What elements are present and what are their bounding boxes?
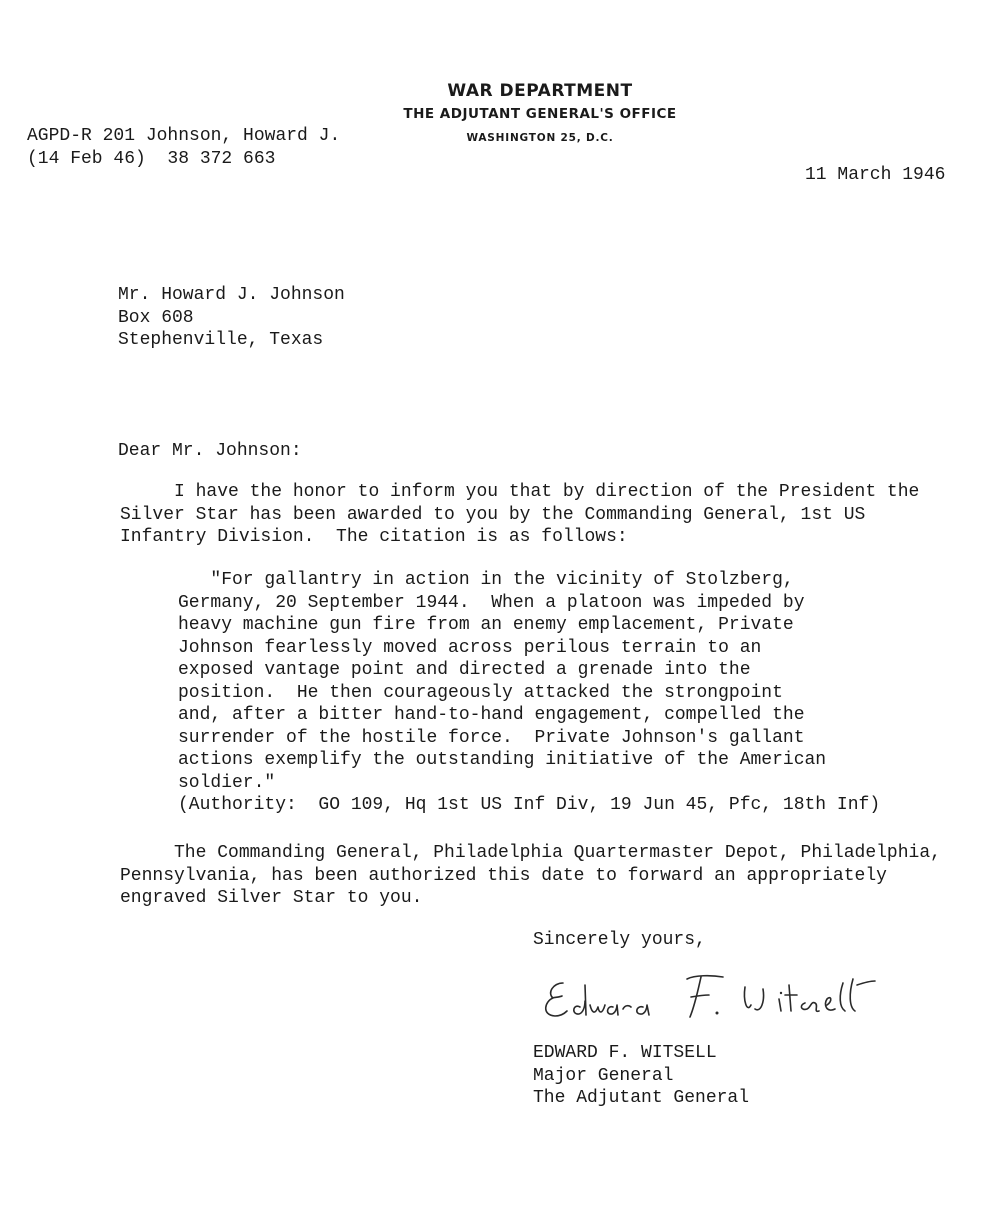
salutation: Dear Mr. Johnson: <box>118 441 302 461</box>
paragraph-2-line: engraved Silver Star to you. <box>120 888 423 908</box>
department-name: WAR DEPARTMENT <box>447 81 633 101</box>
signatory-name: EDWARD F. WITSELL <box>533 1043 717 1063</box>
citation-line: Johnson fearlessly moved across perilous terrain to an <box>178 637 762 658</box>
office-name: THE ADJUTANT GENERAL'S OFFICE <box>403 106 677 122</box>
paragraph-2-line: The Commanding General, Philadelphia Quartermaster Depot, Philadelphia, <box>120 843 941 863</box>
citation-line: "For gallantry in action in the vicinity of Stolzberg, <box>178 570 794 590</box>
citation-block <box>178 569 880 817</box>
citation-line: soldier." <box>178 772 276 793</box>
paragraph-1-line: I have the honor to inform you that by direction of the President the <box>120 482 920 502</box>
paragraph-1 <box>120 481 919 549</box>
recipient-city: Stephenville, Texas <box>118 330 324 350</box>
citation-line: heavy machine gun fire from an enemy emplacement, Private <box>178 615 794 635</box>
citation-line: exposed vantage point and directed a grenade into the <box>178 660 751 680</box>
reference-line-1: AGPD-R 201 Johnson, Howard J. <box>27 126 341 146</box>
recipient-name: Mr. Howard J. Johnson <box>118 285 345 305</box>
recipient-address <box>118 284 345 352</box>
citation-line: position. He then courageously attacked the strongpoint <box>178 682 783 703</box>
citation-line: actions exemplify the outstanding initiative of the American <box>178 750 827 770</box>
reference-block <box>27 125 340 170</box>
citation-authority: (Authority: GO 109, Hq 1st US Inf Div, 19 Jun 45, Pfc, 18th Inf) <box>178 795 881 815</box>
signatory-rank: Major General <box>533 1065 674 1086</box>
paragraph-2-line: Pennsylvania, has been authorized this date to forward an appropriately <box>120 865 887 886</box>
citation-line: and, after a bitter hand-to-hand engagement, compelled the <box>178 705 805 725</box>
paragraph-1-line: Infantry Division. The citation is as follows: <box>120 527 628 547</box>
signature-image <box>535 965 895 1025</box>
paragraph-1-line: Silver Star has been awarded to you by the Commanding General, 1st US <box>120 504 866 525</box>
letter-date: 11 March 1946 <box>805 165 946 185</box>
recipient-box: Box 608 <box>118 307 194 328</box>
closing: Sincerely yours, <box>533 930 706 950</box>
citation-line: surrender of the hostile force. Private Johnson's gallant <box>178 727 805 748</box>
paragraph-2 <box>120 842 941 910</box>
reference-line-2: (14 Feb 46) 38 372 663 <box>27 148 276 169</box>
office-location: WASHINGTON 25, D.C. <box>466 132 614 144</box>
signatory-block <box>533 1042 749 1110</box>
citation-line: Germany, 20 September 1944. When a platoon was impeded by <box>178 592 805 613</box>
signatory-title: The Adjutant General <box>533 1088 750 1108</box>
